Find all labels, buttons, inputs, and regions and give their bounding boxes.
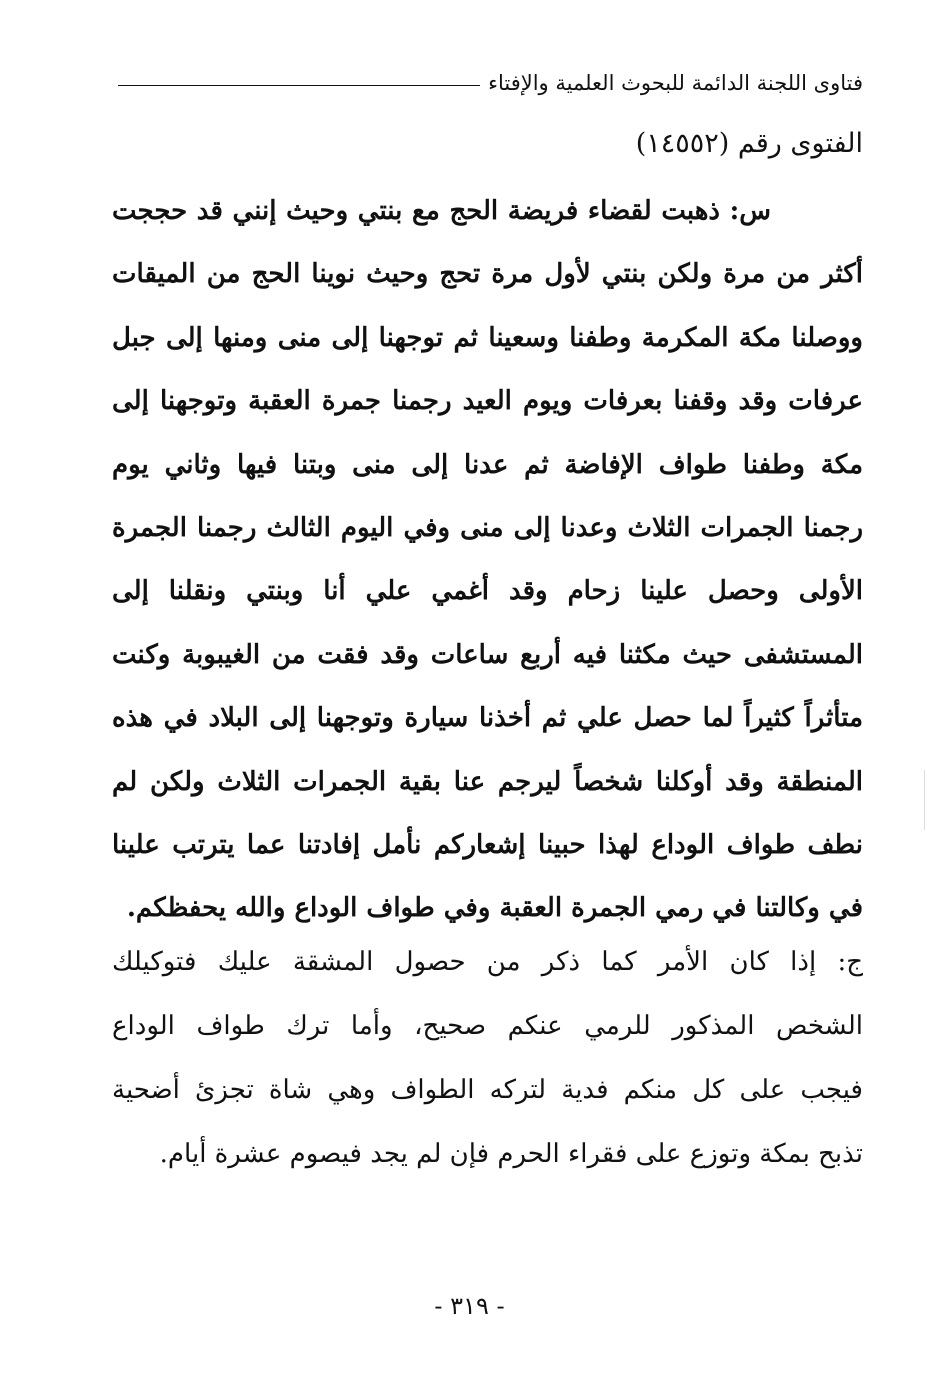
answer-text <box>112 930 863 1186</box>
question-line: مكة وطفنا طواف الإفاضة ثم عدنا إلى منى وبتنا فيها وثاني يوم <box>112 449 863 480</box>
question-line: في وكالتنا في رمي الجمرة العقبة وفي طواف الوداع والله يحفظكم. <box>126 893 863 924</box>
answer-line: فيجب على كل منكم فدية لتركه الطواف وهي شاة تجزئ أضحية <box>112 1075 863 1105</box>
answer-line: تذبح بمكة وتوزع على فقراء الحرم فإن لم يجد فيصوم عشرة أيام. <box>159 1139 863 1169</box>
answer-line: الشخص المذكور للرمي عنكم صحيح، وأما ترك طواف الوداع <box>112 1011 863 1041</box>
question-line: الأولى وحصل علينا زحام وقد أغمي علي أنا وبنتي ونقلنا إلى <box>112 576 863 607</box>
question-line: رجمنا الجمرات الثلاث وعدنا إلى منى وفي اليوم الثالث رجمنا الجمرة <box>112 512 863 543</box>
question-line: أكثر من مرة ولكن بنتي لأول مرة تحج وحيث نوينا الحج من الميقات <box>112 259 863 290</box>
question-line: ووصلنا مكة المكرمة وطفنا وسعينا ثم توجهنا إلى منى ومنها إلى جبل <box>112 322 863 353</box>
page-number: - ٣١٩ - <box>434 1292 505 1320</box>
question-line: س: ذهبت لقضاء فريضة الحج مع بنتي وحيث إنني قد حججت <box>112 196 771 226</box>
fatwa-number: الفتوى رقم (١٤٥٥٢) <box>635 128 863 159</box>
question-line: عرفات وقد وقفنا بعرفات ويوم العيد رجمنا جمرة العقبة وتوجهنا إلى <box>112 386 863 417</box>
margin-scan-mark <box>924 770 925 830</box>
header-rule <box>118 85 480 86</box>
question-line: المستشفى حيث مكثنا فيه أربع ساعات وقد فقت من الغيبوبة وكنت <box>112 639 863 670</box>
question-line: المنطقة وقد أوكلنا شخصاً ليرجم عنا بقية الجمرات الثلاث ولكن لم <box>112 766 863 797</box>
answer-line: ج: إذا كان الأمر كما ذكر من حصول المشقة عليك فتوكيلك <box>112 947 863 977</box>
running-header <box>118 66 863 100</box>
question-line: نطف طواف الوداع لهذا حبينا إشعاركم نأمل إفادتنا عما يترتب علينا <box>112 829 863 860</box>
question-line: متأثراً كثيراً لما حصل علي ثم أخذنا سيارة وتوجهنا إلى البلاد في هذه <box>112 703 863 734</box>
question-text <box>112 180 863 941</box>
header-title: فتاوى اللجنة الدائمة للبحوث العلمية والإفتاء <box>488 71 863 95</box>
